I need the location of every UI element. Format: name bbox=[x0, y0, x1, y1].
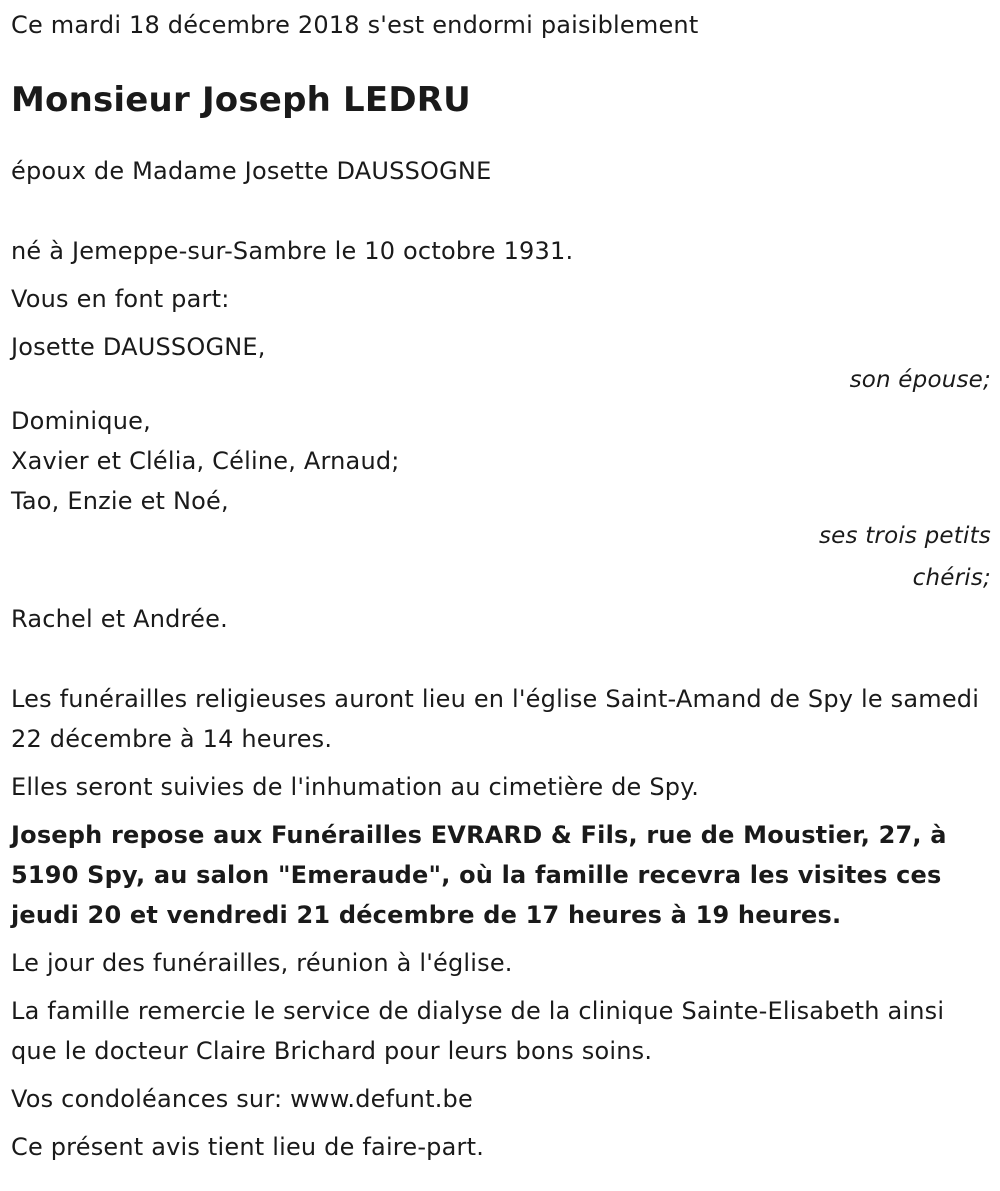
birth-line: né à Jemeppe-sur-Sambre le 10 octobre 1931. bbox=[11, 237, 574, 265]
closing-text: Ce présent avis tient lieu de faire-part. bbox=[11, 1133, 485, 1161]
deceased-name: Monsieur Joseph LEDRU bbox=[11, 80, 471, 120]
family-name: Dominique, bbox=[11, 407, 151, 435]
rest-location-text: Joseph repose aux Funérailles EVRARD & Fils, rue de Moustier, 27, à 5190 Spy, au salon "Emeraude", où la famille recevra les visites ces jeudi 20 et vendredi 21 décembre de 17 heures à 19 heures. bbox=[11, 821, 947, 929]
family-relation: son épouse; bbox=[849, 367, 991, 393]
spouse-line: époux de Madame Josette DAUSSOGNE bbox=[11, 157, 492, 185]
condolences-text: Vos condoléances sur: www.defunt.be bbox=[11, 1085, 473, 1113]
family-group-spouse bbox=[11, 327, 991, 401]
gathering-text: Le jour des funérailles, réunion à l'église. bbox=[11, 949, 513, 977]
announcement-intro: Vous en font part: bbox=[11, 285, 230, 313]
intro-text: Ce mardi 18 décembre 2018 s'est endormi paisiblement bbox=[11, 11, 699, 39]
thanks-text: La famille remercie le service de dialyse de la clinique Sainte-Elisabeth ainsi que le docteur Claire Brichard pour leurs bons soins. bbox=[11, 997, 945, 1065]
family-relation: ses trois petits chéris; bbox=[818, 523, 991, 591]
family-others: Rachel et Andrée. bbox=[11, 605, 228, 633]
family-name: Josette DAUSSOGNE, bbox=[11, 333, 266, 361]
funeral-text: Les funérailles religieuses auront lieu en l'église Saint-Amand de Spy le samedi 22 décembre à 14 heures. bbox=[11, 685, 980, 753]
family-name: Tao, Enzie et Noé, bbox=[11, 487, 229, 515]
family-group-grandchildren bbox=[11, 401, 991, 599]
burial-text: Elles seront suivies de l'inhumation au cimetière de Spy. bbox=[11, 773, 700, 801]
obituary-notice bbox=[11, 0, 991, 1167]
family-list bbox=[11, 327, 991, 639]
family-name: Xavier et Clélia, Céline, Arnaud; bbox=[11, 447, 400, 475]
